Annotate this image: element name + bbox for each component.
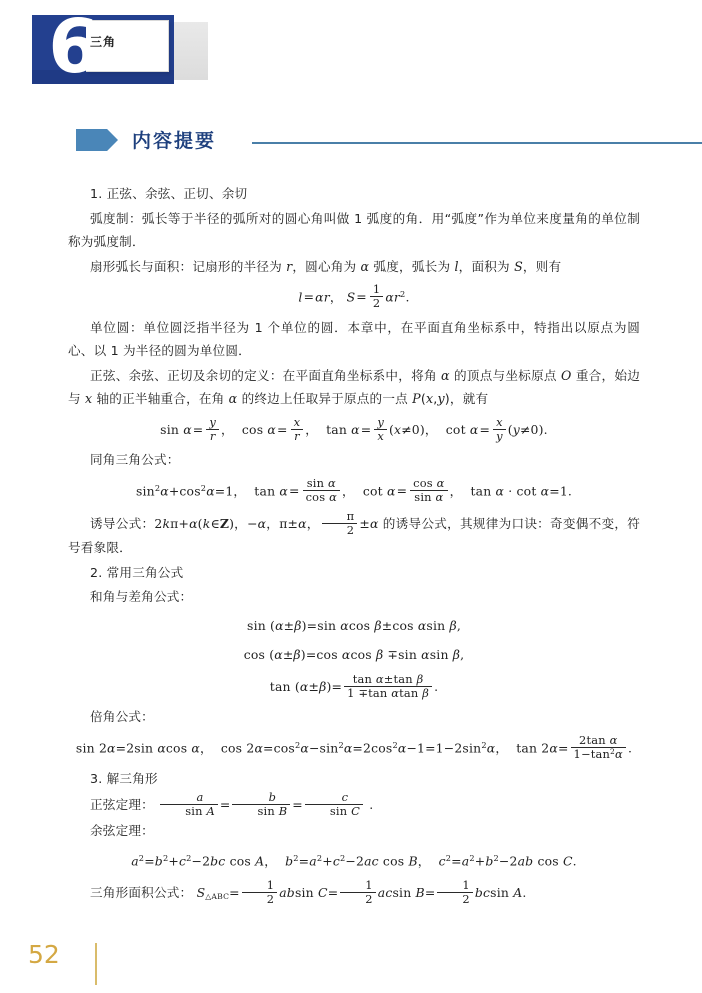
section-heading — [76, 126, 646, 160]
sector-intro: 扇形弧长与面积：记扇形的半径为 r，圆心角为 α 弧度，弧长为 l，面积为 S，则有 — [90, 258, 562, 274]
section-heading-rule — [252, 142, 702, 144]
trig-definition-intro: 正弦、余弦、正切及余切的定义：在平面直角坐标系中，将角 α 的顶点与坐标原点 O 重合，始边与 x 轴的正半轴重合，在角 α 的终边上任取异于原点的一点 P(x,y)，就有 — [68, 367, 640, 407]
induction-formula: 诱导公式：2kπ+α(k∈Z)，−α，π±α， $\frac{\pi}{2}$ ±α 的诱导公式，其规律为口诀：奇变偶不变，符号看象限． — [68, 508, 641, 556]
section-heading-label: 内容提要 — [132, 130, 217, 152]
arrow-marker-icon — [76, 129, 118, 151]
page-number: 52 — [28, 940, 60, 969]
double-angle-label: 倍角公式： — [90, 709, 154, 725]
sum-diff-cos: cos (α±β)=cos αcos β ∓sin αsin β, — [243, 647, 465, 663]
chapter-masthead — [0, 0, 702, 110]
item2-title: 2. 常用三角公式 — [90, 564, 184, 580]
chapter-title: 三角 — [90, 35, 117, 49]
sum-diff-label: 和角与差角公式： — [90, 589, 193, 605]
triangle-area-line: 三角形面积公式： $S_{\triangle ABC}=$ $\frac{1}{2}$ absin C= $\frac{1}{2}$ acsin B= $\frac{1}{2}$ bcsin A. — [90, 878, 527, 906]
same-angle-label: 同角三角公式： — [90, 452, 180, 468]
unit-circle-definition: 单位圆：单位圆泛指半径为 1 个单位的圆．本章中，在平面直角坐标系中，特指出以原点为圆心、以 1 为半径的圆为单位圆． — [68, 319, 640, 359]
trig-definition-formula: sin α= $\frac{y}{r}$ ， cos α= $\frac{x}{r}$ ， tan α= $\frac{y}{x}$ (x≠0)， cot α= $\frac{x}{y}$ (y≠0). — [160, 414, 548, 443]
cosine-law-formula: $a^2=b^2+c^2-2bc$ cos A， $b^2=a^2+c^2-2ac$ cos B， $c^2=a^2+b^2-2ab$ cos C. — [131, 853, 577, 869]
sector-formula: l=αr， S= $\frac{1}{2}$ $\alpha r^2$. — [298, 282, 410, 311]
same-angle-formula: $\sin^2\alpha+\cos^2\alpha=1$， tan α= $\frac{\text{sin α}}{\text{cos α}}$ ， cot α= $\frac{\text{cos α}}{\text{sin α}}$ ， tan α · cot α=1. — [135, 476, 573, 505]
double-angle-formula: sin 2α=2sin αcos α， $\cos 2\alpha=\cos^2\alpha-\sin^2\alpha=2\cos^2\alpha-1=1-2\sin^2\alpha$， tan 2α= $\frac{\text{2tan α}}{1-\tan^2\alpha}$ . — [75, 733, 633, 762]
content-body — [68, 182, 640, 910]
radian-definition: 弧度制：弧长等于半径的弧所对的圆心角叫做 1 弧度的角．用“弧度”作为单位来度量角的单位制称为弧度制． — [68, 210, 640, 249]
page-number-rule — [95, 943, 97, 985]
item1-title: 1. 正弦、余弦、正切、余切 — [90, 186, 248, 201]
item3-title: 3. 解三角形 — [90, 770, 158, 786]
sine-law-line: 正弦定理： $\frac{a}{\text{sin A}}$ = $\frac{b}{\text{sin B}}$ = $\frac{c}{\text{sin C}}$ . — [90, 790, 374, 819]
chapter-number: 6 — [48, 4, 98, 90]
sum-diff-sin: sin (α±β)=sin αcos β±cos αsin β, — [247, 617, 461, 633]
cosine-law-label: 余弦定理： — [90, 822, 154, 838]
sum-diff-tan: tan (α±β)= $\frac{\text{tan α±tan β}}{\text{1 ∓tan αtan β}}$ . — [269, 671, 439, 700]
